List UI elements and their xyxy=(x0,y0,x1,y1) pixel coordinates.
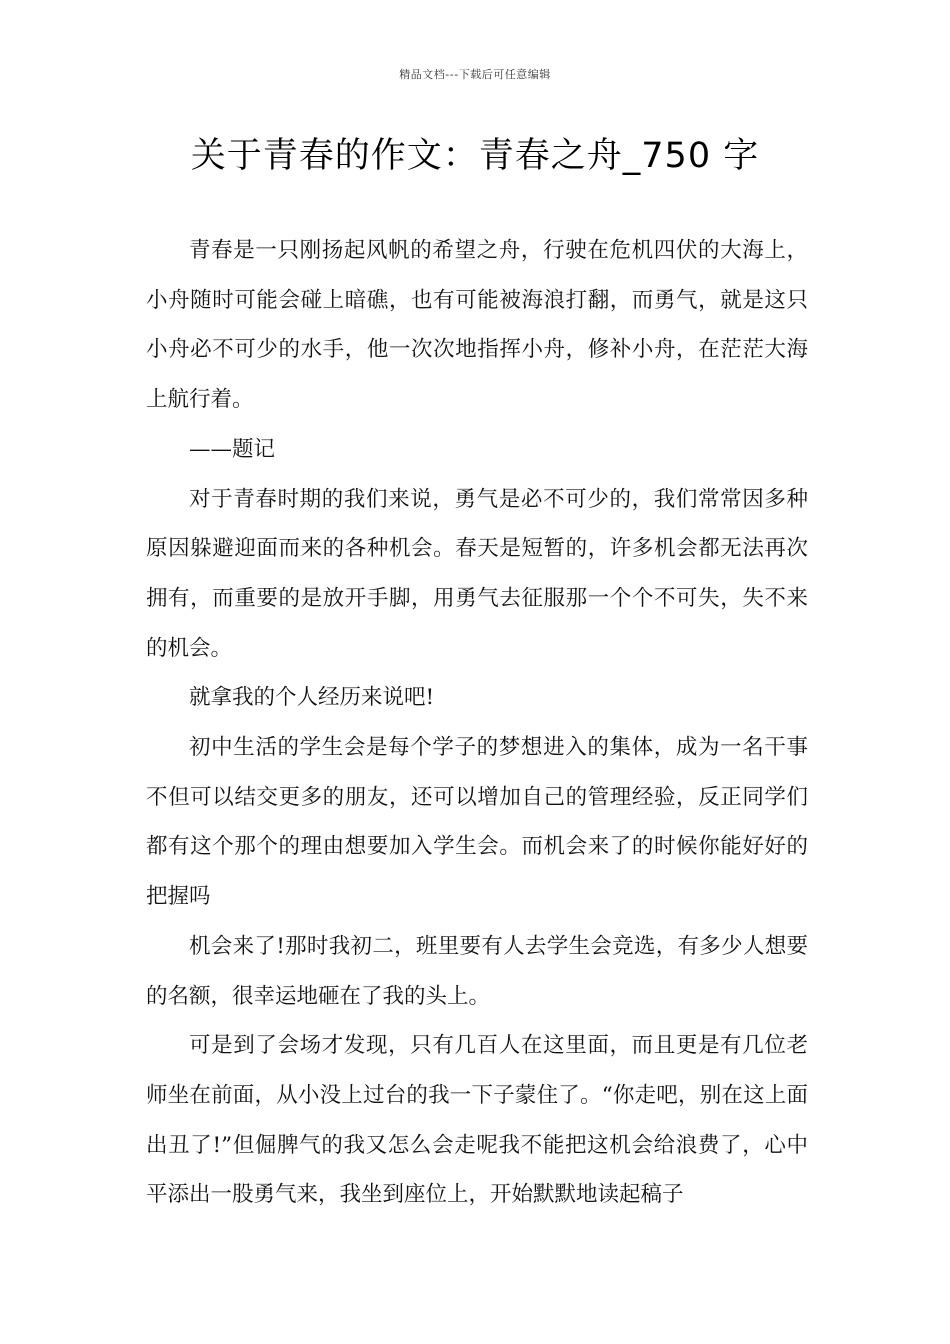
paragraph-personal-experience: 就拿我的个人经历来说吧! xyxy=(189,685,435,711)
paragraph-student-union: 初中生活的学生会是每个学子的梦想进入的集体，成为一名干事不但可以结交更多的朋友，还可以增加自己的管理经验，反正同学们都有这个那个的理由想要加入学生会。而机会来了的时候你能好好的把握吗 xyxy=(146,735,808,910)
paragraph-epigraph-attribution: ——题记 xyxy=(189,436,276,462)
paragraph-opportunity: 机会来了!那时我初二，班里要有人去学生会竞选，有多少人想要的名额，很幸运地砸在了我的头上。 xyxy=(146,933,808,1009)
paragraph-venue: 可是到了会场才发现，只有几百人在这里面，而且更是有几位老师坐在前面，从小没上过台的我一下子蒙住了。“你走吧，别在这上面出丑了!”但倔脾气的我又怎么会走呢我不能把这机会给浪费了，心中平添出一股勇气来，我坐到座位上，开始默默地读起稿子 xyxy=(146,1033,808,1208)
document-body xyxy=(146,226,808,1220)
paragraph-courage: 对于青春时期的我们来说，勇气是必不可少的，我们常常因多种原因躲避迎面而来的各种机会。春天是短暂的，许多机会都无法再次拥有，而重要的是放开手脚，用勇气去征服那一个个不可失，失不来的机会。 xyxy=(146,486,808,661)
header-note: 精品文档---下载后可任意编辑 xyxy=(399,68,551,81)
document-title: 关于青春的作文：青春之舟_750 字 xyxy=(190,136,760,176)
paragraph-intro: 青春是一只刚扬起风帆的希望之舟，行驶在危机四伏的大海上，小舟随时可能会碰上暗礁，也有可能被海浪打翻，而勇气，就是这只小舟必不可少的水手，他一次次地指挥小舟，修补小舟，在茫茫大海上航行着。 xyxy=(146,238,808,413)
